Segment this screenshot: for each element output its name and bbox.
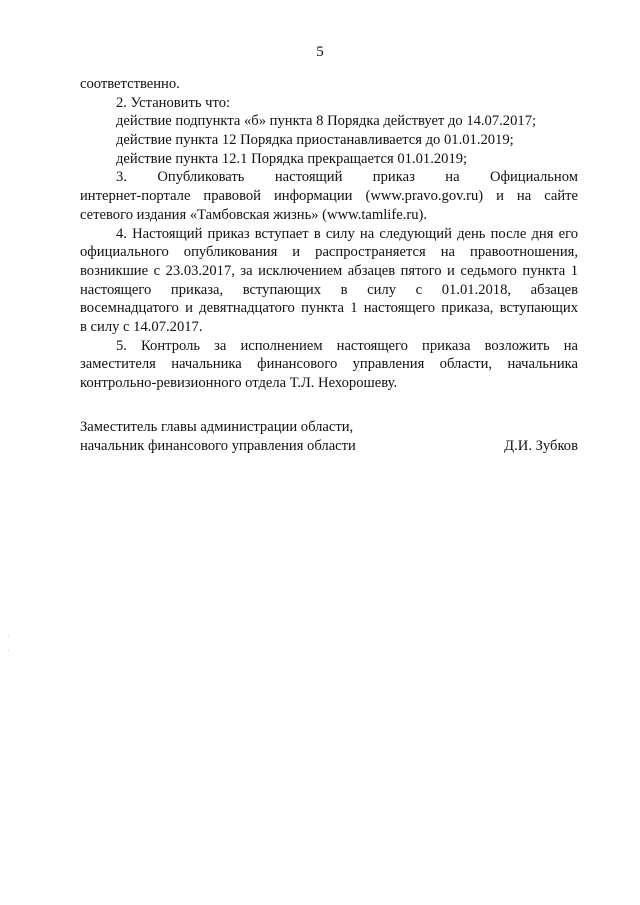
- paragraph-4-line: в силу с 14.07.2017.: [80, 318, 203, 335]
- signer-position-line-2: начальник финансового управления области: [80, 437, 356, 454]
- paragraph-4-line: 4. Настоящий приказ вступает в силу на следующий день после дня его: [116, 225, 578, 242]
- scan-speck: [8, 650, 9, 651]
- paragraph-3-line: сетевого издания «Тамбовская жизнь» (www.tamlife.ru).: [80, 206, 427, 223]
- paragraph-continuation: соответственно.: [80, 76, 180, 92]
- paragraph-3-line: 3. Опубликовать настоящий приказ на Официальном: [116, 169, 578, 186]
- signature-row-1: [80, 418, 578, 437]
- paragraph-4-line: возникшие с 23.03.2017, за исключением абзацев пятого и седьмого пункта 1: [80, 262, 578, 279]
- paragraph-3-line: интернет-портале правовой информации (www.pravo.gov.ru) и на сайте: [80, 188, 578, 205]
- paragraph-2-heading: 2. Установить что:: [116, 94, 231, 111]
- paragraph-4-line: настоящего приказа, вступающих в силу с 01.01.2018, абзацев: [80, 281, 578, 298]
- paragraph-4-line: восемнадцатого и девятнадцатого пункта 1 настоящего приказа, вступающих: [80, 300, 578, 317]
- paragraph-5-line: заместителя начальника финансового управления области, начальника: [80, 356, 578, 373]
- paragraph-2-item-1: действие подпункта «б» пункта 8 Порядка действует до 14.07.2017;: [116, 113, 537, 130]
- signer-name: Д.И. Зубков: [504, 437, 578, 454]
- scan-speck: [8, 636, 9, 637]
- paragraph-2-item-3: действие пункта 12.1 Порядка прекращается 01.01.2019;: [116, 150, 468, 167]
- page-number: 5: [316, 44, 324, 60]
- signature-row-2: [80, 437, 578, 456]
- signer-position-line-1: Заместитель главы администрации области,: [80, 419, 354, 435]
- paragraph-2-item-2: действие пункта 12 Порядка приостанавливается до 01.01.2019;: [116, 132, 514, 149]
- paragraph-5-line: контрольно-ревизионного отдела Т.Л. Нехорошеву.: [80, 375, 398, 391]
- signature-block: [80, 418, 578, 455]
- paragraph-4-line: официального опубликования и распространяется на правоотношения,: [80, 244, 578, 261]
- document-body: [80, 75, 578, 393]
- paragraph-5-line: 5. Контроль за исполнением настоящего приказа возложить на: [116, 337, 578, 354]
